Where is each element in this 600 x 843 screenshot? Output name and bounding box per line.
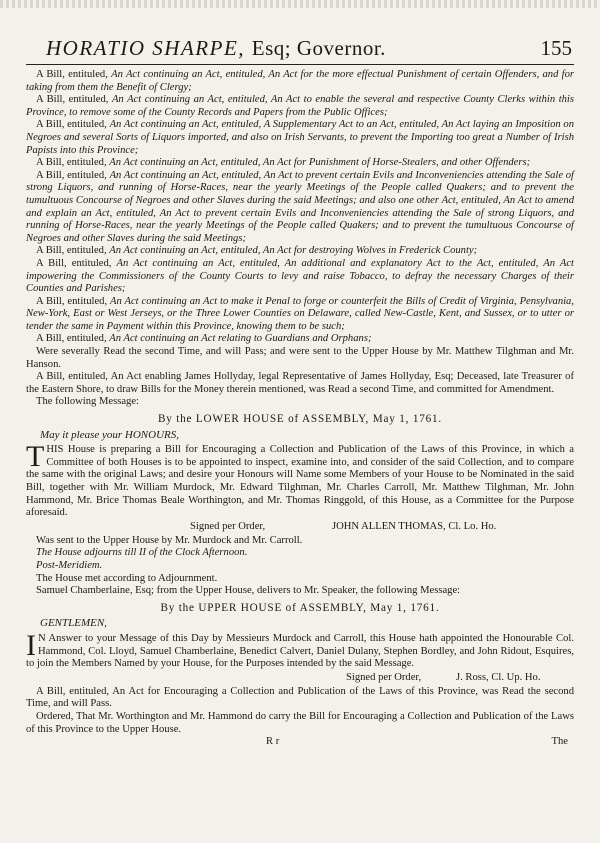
bill-lead: A Bill, entituled, bbox=[36, 157, 107, 169]
governor-title: Esq; Governor. bbox=[251, 36, 386, 60]
bill-paragraph bbox=[26, 245, 574, 258]
signature-line-upper bbox=[26, 672, 574, 685]
running-header bbox=[26, 36, 574, 65]
signed-per-order: Signed per Order, bbox=[190, 520, 266, 532]
bill-title: An Act continuing an Act, entituled, An Act for the more effectual Punishment of certain Offenders, and for taking from them the Benefit of Clergy; bbox=[26, 69, 574, 93]
clerk-signature: J. Ross, Cl. Up. Ho. bbox=[456, 671, 541, 683]
bill-paragraph bbox=[26, 157, 574, 170]
bill-title: An Act continuing an Act relating to Guardians and Orphans; bbox=[109, 333, 372, 345]
bill-title: An Act continuing an Act, entituled, An Act to enable the several and respective County Clerks within this Province, to remove some of the County Records and Papers from the Public Offices; bbox=[26, 94, 574, 118]
adjourns-line: The House adjourns till II of the Clock Afternoon. bbox=[36, 547, 248, 559]
signature-mark: R r bbox=[266, 736, 280, 748]
hollyday-bill-paragraph: A Bill, entituled, An Act enabling James Hollyday, legal Representative of James Hollyday, Esq; Deceased, late Treasurer of the Eastern Shore, to draw Bills for the Money therein mentioned, was Read a second Time, and committed for Amendment. bbox=[26, 371, 574, 395]
ordered-paragraph: Ordered, That Mr. Worthington and Mr. Hammond do carry the Bill for Encouraging a Collection and Publication of the Laws of this Province to the Upper House. bbox=[26, 710, 574, 735]
signed-per-order: Signed per Order, bbox=[346, 671, 422, 683]
salutation-honours: May it please your HONOURS, bbox=[40, 428, 180, 441]
bill-lead: A Bill, entituled, bbox=[36, 257, 112, 269]
bill-title: An Act continuing an Act, entituled, An Act to prevent certain Evils and Inconveniencies attending the Sale of strong Liquors, and running of Horse-Races, near the yearly Meetings of the People called Quakers; and to prevent the tumultuous Concourse of Negroes and other Slaves during the said Meetings; and also one other Act, entituled, An Act to amend and explain an Act, entituled, An Act to prevent certain Evils and Inconveniencies attending the Sale of strong Liquors, and running of Horse-Races, near the yearly Meetings of the People called Quakers; and to prevent the tumultuous Concourse of Negroes and other Slaves during the said Meetings; bbox=[26, 169, 575, 244]
met-adjournment-line: The House met according to Adjournment. bbox=[36, 572, 218, 584]
page-number: 155 bbox=[540, 36, 572, 60]
salutation-gentlemen: GENTLEMEN, bbox=[40, 617, 107, 630]
upper-house-heading: By the UPPER HOUSE of ASSEMBLY, May 1, 1761. bbox=[160, 601, 440, 614]
post-meridiem-line: Post-Meridiem. bbox=[36, 559, 103, 571]
upper-message-text: N Answer to your Message of this Day by Messieurs Murdock and Carroll, this House hath appointed the Honourable Col. Hammond, Col. Lloyd, Samuel Chamberlaine, Benedict Calvert, Daniel Dulany, Stephen Bordley, and John Ridout, Esquires, to join the Members Named by your House, for the Purposes intended by the said Message. bbox=[26, 632, 574, 670]
bill-lead: A Bill, entituled, bbox=[36, 245, 107, 257]
bill-title: An Act continuing an Act, entituled, An additional and explanatory Act to the Act, entituled, An Act impowering the Commissioners of the County Courts to levy and raise Tobacco, to defray the necessary Charges of their Counties and Parishes; bbox=[26, 257, 575, 295]
scan-edge-decoration bbox=[0, 0, 600, 8]
upper-house-message bbox=[26, 628, 574, 671]
bill-lead: A Bill, entituled, bbox=[36, 169, 107, 181]
bill-lead: A Bill, entituled, bbox=[36, 119, 107, 131]
bill-paragraph bbox=[26, 94, 574, 119]
encouraging-bill-paragraph: A Bill, entituled, An Act for Encouraging a Collection and Publication of the Laws of this Province, was Read the second Time, and will Pass. bbox=[26, 685, 574, 710]
bill-paragraph bbox=[26, 170, 574, 246]
governor-name: HORATIO SHARPE, bbox=[46, 36, 246, 60]
bill-lead: A Bill, entituled, bbox=[36, 94, 109, 106]
bill-paragraph bbox=[26, 119, 574, 157]
sent-upper-line: Was sent to the Upper House by Mr. Murdock and Mr. Carroll. bbox=[36, 534, 303, 546]
bill-lead: A Bill, entituled, bbox=[36, 295, 108, 307]
signature-line-lower bbox=[26, 521, 574, 534]
bill-title: An Act continuing an Act, entituled, A Supplementary Act to an Act, entituled, An Act laying an Imposition on Negroes and several Sorts of Liquors imported, and also on Irish Servants, to prevent the Importing too great a Number of Irish Papists into this Province; bbox=[26, 119, 574, 156]
page-footer bbox=[26, 736, 574, 750]
bill-title: An Act continuing an Act to make it Penal to forge or counterfeit the Bills of Credit of Virginia, Pensylvania, New-York, East or West Jerseys, or the Three Lower Counties on Delaware, called New-Castle, Kent, and Sussex, or to utter or tender the same in Payment within this Province, knowing them to be such; bbox=[26, 295, 574, 332]
following-message-line: The following Message: bbox=[36, 396, 139, 408]
read-second-paragraph: Were severally Read the second Time, and will Pass; and were sent to the Upper House by Mr. Matthew Tilghman and Mr. Hanson. bbox=[26, 346, 574, 370]
document-body bbox=[26, 69, 574, 736]
lower-house-heading: By the LOWER HOUSE of ASSEMBLY, May 1, 1761. bbox=[157, 413, 443, 426]
lower-house-message bbox=[26, 440, 574, 520]
bill-paragraph bbox=[26, 258, 574, 296]
running-head-title bbox=[46, 36, 386, 61]
bill-paragraph bbox=[26, 69, 574, 94]
bill-title: An Act continuing an Act, entituled, An Act for Punishment of Horse-Stealers, and other Offenders; bbox=[109, 157, 531, 169]
bill-title: An Act continuing an Act, entituled, An Act for destroying Wolves in Frederick County; bbox=[109, 245, 478, 257]
drop-cap-letter: I bbox=[26, 628, 36, 662]
clerk-signature: JOHN ALLEN THOMAS, Cl. Lo. Ho. bbox=[332, 520, 497, 532]
catchword: The bbox=[551, 736, 568, 748]
lower-message-text: HIS House is preparing a Bill for Encouraging a Collection and Publication of the Laws of this Province, in which a Committee of both Houses is to be appointed to inspect, examine into, and consider of the said Collection, and to compare the same with the original Laws; and desire your Honours will Name some Members of your House to be Nominated in the said Bill, together with Mr. William Murdock, Mr. Edward Tilghman, Mr. Charles Carroll, Mr. Matthew Tilghman, Mr. John Hammond, Mr. Brice Thomas Beale Worthington, and Mr. Thomas Ringgold, of this House, as a Committee for the Purpose aforesaid. bbox=[26, 444, 574, 519]
chamberlaine-line: Samuel Chamberlaine, Esq; from the Upper House, delivers to Mr. Speaker, the following Message: bbox=[36, 585, 461, 597]
bill-lead: A Bill, entituled, bbox=[36, 333, 107, 345]
drop-cap-letter: T bbox=[26, 440, 45, 474]
bill-paragraph bbox=[26, 296, 574, 334]
bill-lead: A Bill, entituled, bbox=[36, 69, 108, 80]
bill-paragraph bbox=[26, 333, 574, 346]
